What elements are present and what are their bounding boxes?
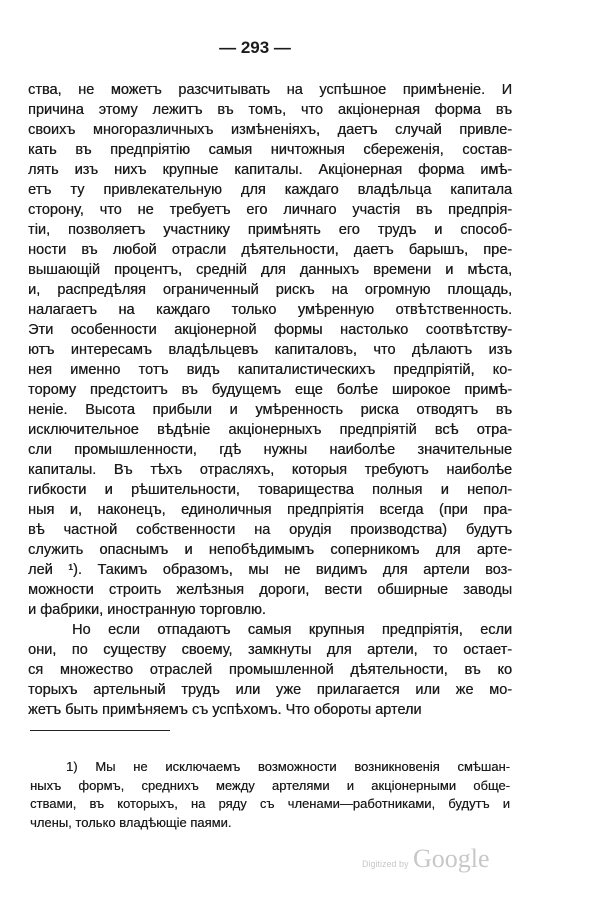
text-line: и фабрики, иностранную торговлю. [28,602,266,618]
text-line: торому предстоитъ въ будущемъ еще болѣе широкое примѣ- [28,382,512,398]
text-line: жетъ быть примѣняемъ съ успѣхомъ. Что обороты артели [28,702,422,718]
body-text [28,80,512,720]
footnote-divider [30,730,170,731]
text-line: сли промышленности, гдѣ нужны наиболѣе значительные [28,442,512,458]
footnote-line: ствами, въ которыхъ, на ряду съ членами—работниками, будутъ и [30,796,510,812]
text-line: капиталы. Въ тѣхъ отрасляхъ, которыя требуютъ наиболѣе [28,462,512,478]
watermark-brand: Google [412,844,490,873]
page-number: — 293 — [219,38,291,57]
text-line: ютъ интересамъ владѣльцевъ капиталовъ, что дѣлаютъ изъ [28,342,512,358]
text-line: лей ¹). Такимъ образомъ, мы не видимъ для артели воз- [28,562,512,578]
text-line: ности въ любой отрасли дѣятельности, даетъ барышъ, пре- [28,242,512,258]
text-line: ства, не можетъ разсчитывать на успѣшное примѣненіе. И [28,82,512,98]
text-line: Но если отпадаютъ самыя крупныя предпріятія, если [72,622,512,638]
text-line: причина этому лежитъ въ томъ, что акціонерная форма въ [28,102,512,118]
text-line: сторону, что не требуетъ его личнаго участія въ предпрія- [28,202,512,218]
text-line: кать въ предпріятію самыя ничтожныя сбереженія, состав- [28,142,512,158]
text-line: своихъ многоразличныхъ измѣненіяхъ, даетъ случай привле- [28,122,512,138]
text-line: можности строить желѣзныя дороги, вести обширные заводы [28,582,512,598]
text-line: налагаетъ на каждаго только умѣренную отвѣтственность. [28,302,512,318]
text-line: Эти особенности акціонерной формы настолько соотвѣтству- [28,322,512,338]
text-line: торыхъ артельный трудъ или уже прилагается или же мо- [28,682,512,698]
text-line: ся множество отраслей промышленной дѣятельности, въ ко [28,662,512,678]
watermark [362,844,490,874]
text-line: они, по существу своему, замкнуты для артели, то остает- [28,642,512,658]
text-line: неніе. Высота прибыли и умѣренность риска отводятъ въ [28,402,512,418]
footnote-line: ныхъ формъ, среднихъ между артелями и акціонерными обще- [30,777,510,793]
text-line: вѣ частной собственности на орудія производства) будутъ [28,522,512,538]
text-line: служить опаснымъ и непобѣдимымъ соперникомъ для арте- [28,542,512,558]
footnote [30,758,510,833]
text-line: гибкости и рѣшительности, товарищества полныя и непол- [28,482,512,498]
text-line: вышающій процентъ, средній для данныхъ времени и мѣста, [28,262,512,278]
footnote-line: члены, только владѣющіе паями. [30,815,232,831]
watermark-prefix: Digitized by [362,859,409,869]
footnote-line: 1) Мы не исключаемъ возможности возникновенія смѣшан- [66,759,510,774]
text-line: тіи, позволяетъ участнику примѣнять его трудъ и способ- [28,222,512,238]
text-line: нея именно тотъ видъ капиталистическихъ предпріятій, ко- [28,362,512,378]
text-line: исключительное вѣдѣніе акціонерныхъ предпріятій всѣ отра- [28,422,512,438]
text-line: етъ ту привлекательную для каждаго владѣльца капитала [28,182,512,198]
text-line: и, распредѣляя ограниченный рискъ на огромную площадь, [28,282,512,298]
text-line: ныя и, наконецъ, единоличныя предпріятія всегда (при пра- [28,502,512,518]
text-line: лять изъ нихъ крупные капиталы. Акціонерная форма имѣ- [28,162,512,178]
